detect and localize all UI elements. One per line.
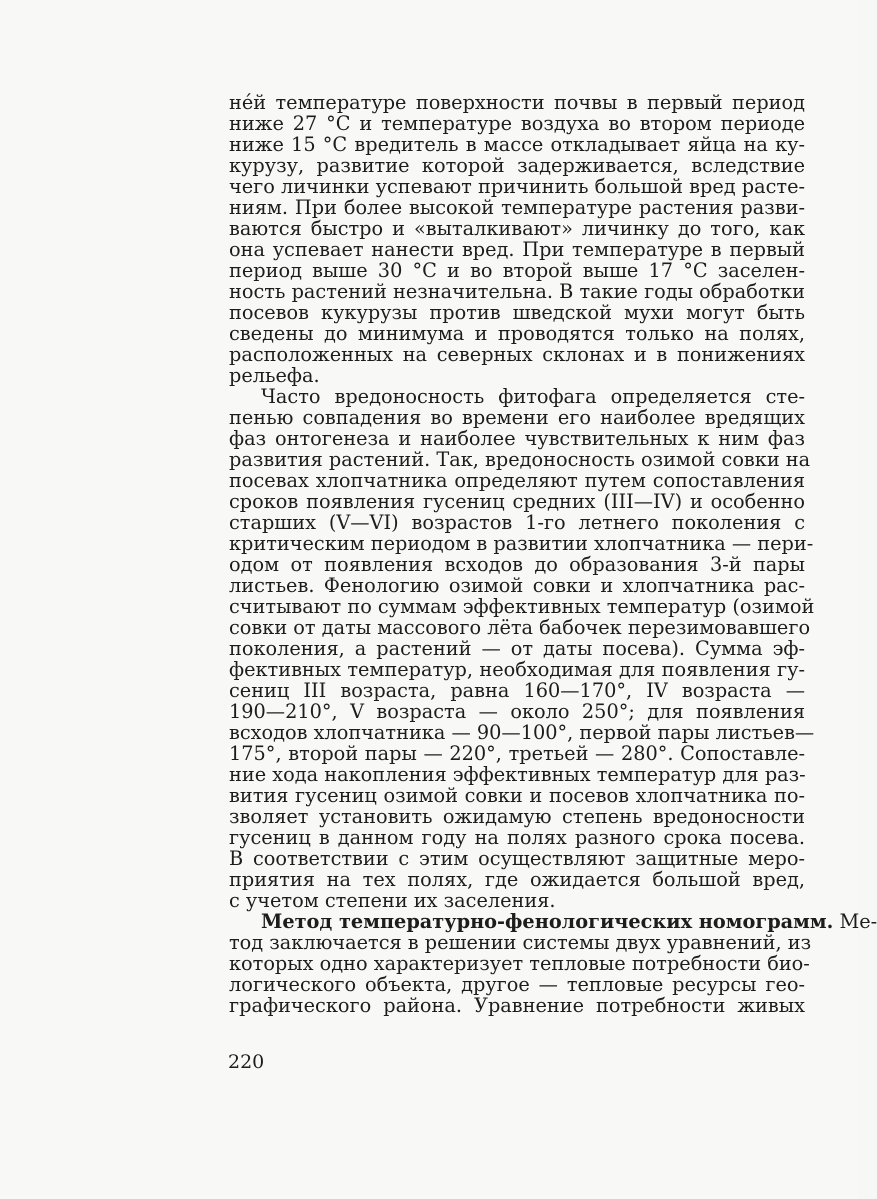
text-line: рельефа. bbox=[229, 364, 320, 387]
text-line: она успевает нанести вред. При температуре в первый bbox=[229, 238, 805, 261]
page-number: 220 bbox=[228, 1051, 265, 1073]
body-text bbox=[229, 91, 877, 1017]
paragraph-3 bbox=[229, 910, 877, 1017]
text-line: гусениц в данном году на полях разного срока посева. bbox=[229, 826, 805, 849]
text-line: которых одно характеризует тепловые потребности био- bbox=[229, 952, 810, 975]
text-line: расположенных на северных склонах и в понижениях bbox=[229, 343, 805, 366]
text-line: с учетом степени их заселения. bbox=[229, 889, 556, 912]
text-line: логического объекта, другое — тепловые ресурсы гео- bbox=[229, 973, 805, 996]
text-line: листьев. Фенологию озимой совки и хлопчатника рас- bbox=[229, 574, 805, 597]
text-line: фективных температур, необходимая для появления гу- bbox=[229, 658, 805, 681]
heading-line-rest: Ме- bbox=[833, 910, 877, 933]
text-line: посевах хлопчатника определяют путем сопоставления bbox=[229, 469, 805, 492]
text-line: критическим периодом в развитии хлопчатника — пери- bbox=[229, 532, 814, 555]
text-line: пенью совпадения во времени его наиболее вредящих bbox=[229, 406, 805, 429]
text-line: ниже 15 °С вредитель в массе откладывает яйца на ку- bbox=[229, 133, 805, 156]
text-line: сведены до минимума и проводятся только на полях, bbox=[229, 322, 805, 345]
text-line: период выше 30 °С и во второй выше 17 °С заселен- bbox=[229, 259, 805, 282]
text-line: совки от даты массового лёта бабочек перезимовавшего bbox=[229, 616, 811, 639]
text-line: 190—210°, V возраста — около 250°; для появления bbox=[229, 700, 805, 723]
text-line: нéй температуре поверхности почвы в первый период bbox=[229, 91, 805, 114]
text-line: курузу, развитие которой задерживается, вследствие bbox=[229, 154, 805, 177]
text-line: 175°, второй пары — 220°, третьей — 280°. Сопоставле- bbox=[229, 742, 805, 765]
text-line: чего личинки успевают причинить большой вред расте- bbox=[229, 175, 805, 198]
text-line: считывают по суммам эффективных температур (озимой bbox=[229, 595, 815, 618]
text-line: ность растений незначительна. В такие годы обработки bbox=[229, 280, 805, 303]
text-line bbox=[229, 910, 877, 933]
text-line: вития гусениц озимой совки и посевов хлопчатника по- bbox=[229, 784, 805, 807]
text-line: приятия на тех полях, где ожидается большой вред, bbox=[229, 868, 805, 891]
paragraph-2 bbox=[229, 385, 815, 912]
text-line: старших (V—VI) возрастов 1-го летнего поколения с bbox=[229, 511, 805, 534]
text-line: посевов кукурузы против шведской мухи могут быть bbox=[229, 301, 805, 324]
section-heading: Метод температурно-фенологических номограмм. bbox=[261, 910, 834, 933]
text-line: зволяет установить ожидамую степень вредоносности bbox=[229, 805, 805, 828]
text-line: фаз онтогенеза и наиболее чувствительных к ним фаз bbox=[229, 427, 805, 450]
text-line: поколения, а растений — от даты посева). Сумма эф- bbox=[229, 637, 805, 660]
text-line: графического района. Уравнение потребности живых bbox=[229, 994, 805, 1017]
text-line: Часто вредоносность фитофага определяется сте- bbox=[261, 385, 805, 408]
text-line: ваются быстро и «выталкивают» личинку до того, как bbox=[229, 217, 805, 240]
text-line: сениц III возраста, равна 160—170°, IV возраста — bbox=[229, 679, 805, 702]
text-line: одом от появления всходов до образования 3-й пары bbox=[229, 553, 805, 576]
text-line: сроков появления гусениц средних (III—IV) и особенно bbox=[229, 490, 805, 513]
text-line: ниям. При более высокой температуре растения разви- bbox=[229, 196, 805, 219]
text-line: ние хода накопления эффективных температур для раз- bbox=[229, 763, 806, 786]
text-line: тод заключается в решении системы двух уравнений, из bbox=[229, 931, 812, 954]
text-line: всходов хлопчатника — 90—100°, первой пары листьев— bbox=[229, 721, 815, 744]
text-line: ниже 27 °С и температуре воздуха во втором периоде bbox=[229, 112, 805, 135]
text-line: В соответствии с этим осуществляют защитные меро- bbox=[229, 847, 805, 870]
text-line: развития растений. Так, вредоносность озимой совки на bbox=[229, 448, 811, 471]
paragraph-1 bbox=[229, 92, 805, 386]
